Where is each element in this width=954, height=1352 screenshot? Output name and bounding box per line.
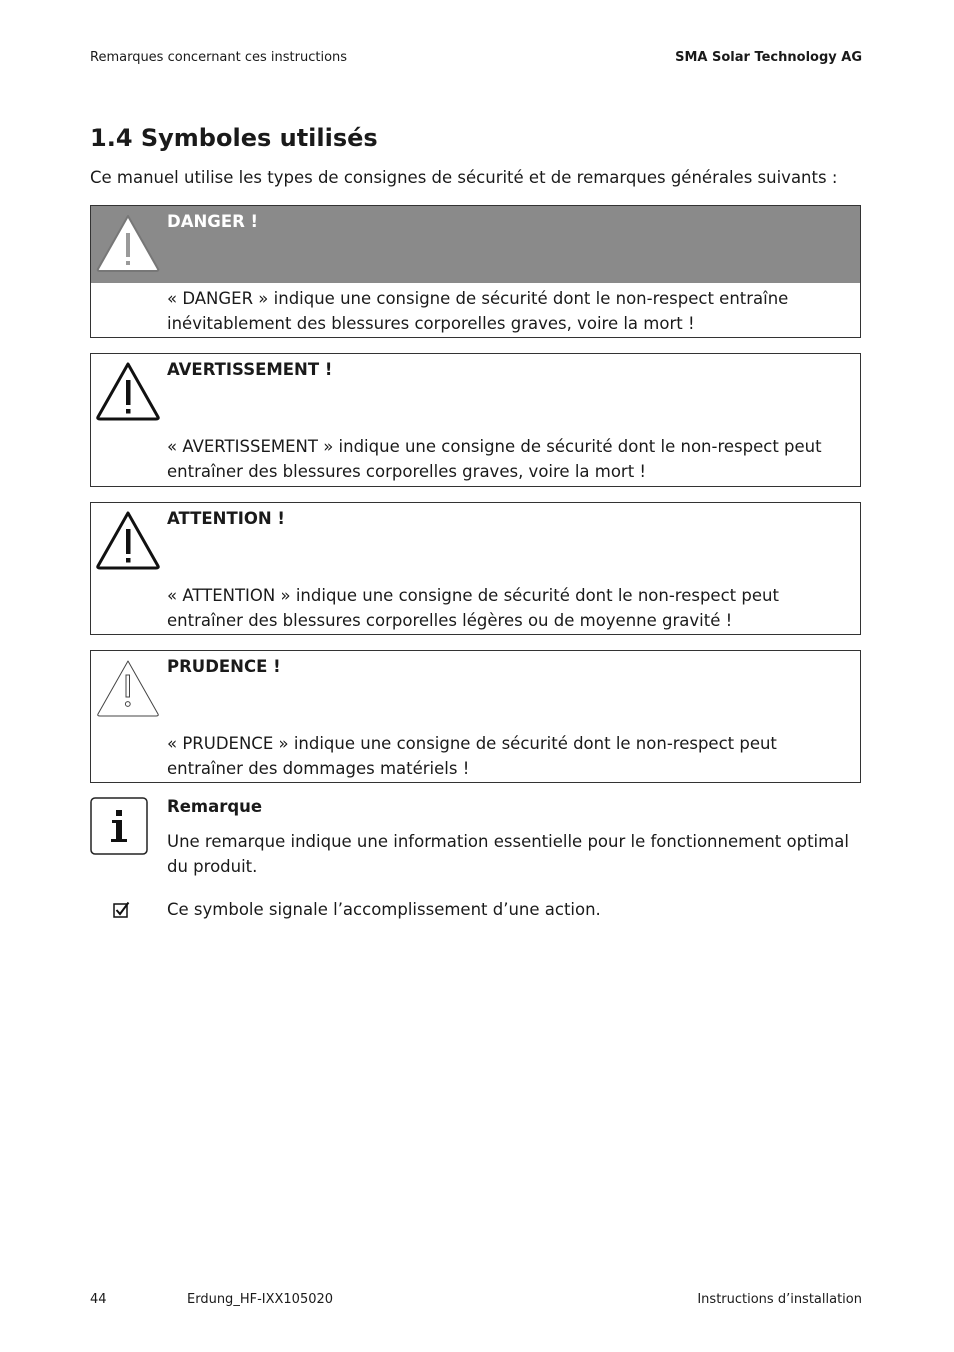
- warning-triangle-icon: [95, 212, 161, 274]
- running-header-left: Remarques concernant ces instructions: [90, 50, 348, 65]
- notice-box: [90, 650, 861, 783]
- document-code: Erdung_HF-IXX105020: [187, 1292, 334, 1307]
- warning-triangle-icon: [95, 360, 161, 422]
- checkmark-text: Ce symbole signale l’accomplissement d’une action.: [167, 900, 601, 919]
- section-title: 1.4 Symboles utilisés: [90, 124, 378, 152]
- danger-heading: DANGER !: [167, 212, 259, 231]
- remark-text: Une remarque indique une information essentielle pour le fonctionnement optimal du produit.: [167, 832, 849, 876]
- info-icon: [90, 797, 148, 855]
- warning-triangle-icon: [95, 509, 161, 571]
- running-footer-right: Instructions d’installation: [697, 1292, 862, 1307]
- page-number: 44: [90, 1292, 107, 1307]
- warning-heading: AVERTISSEMENT !: [167, 360, 333, 379]
- caution-box: [90, 502, 861, 635]
- notice-heading: PRUDENCE !: [167, 657, 281, 676]
- checkbox-icon: [113, 901, 130, 918]
- running-header-right: SMA Solar Technology AG: [675, 50, 862, 65]
- danger-box: [90, 205, 861, 338]
- danger-text: « DANGER » indique une consigne de sécurité dont le non-respect entraîne inévitablement des blessures corporelles graves, voire la mort !: [167, 289, 789, 333]
- thin-warning-triangle-icon: [95, 657, 161, 719]
- caution-heading: ATTENTION !: [167, 509, 285, 528]
- caution-text: « ATTENTION » indique une consigne de sécurité dont le non-respect peut entraîner des blessures corporelles légères ou de moyenne gravité !: [167, 586, 779, 630]
- notice-text: « PRUDENCE » indique une consigne de sécurité dont le non-respect peut entraîner des dommages matériels !: [167, 734, 777, 778]
- remark-heading: Remarque: [167, 797, 263, 816]
- intro-paragraph: Ce manuel utilise les types de consignes de sécurité et de remarques générales suivants :: [90, 168, 838, 187]
- warning-box: [90, 353, 861, 487]
- warning-text: « AVERTISSEMENT » indique une consigne de sécurité dont le non-respect peut entraîner des blessures corporelles graves, voire la mort !: [167, 437, 822, 481]
